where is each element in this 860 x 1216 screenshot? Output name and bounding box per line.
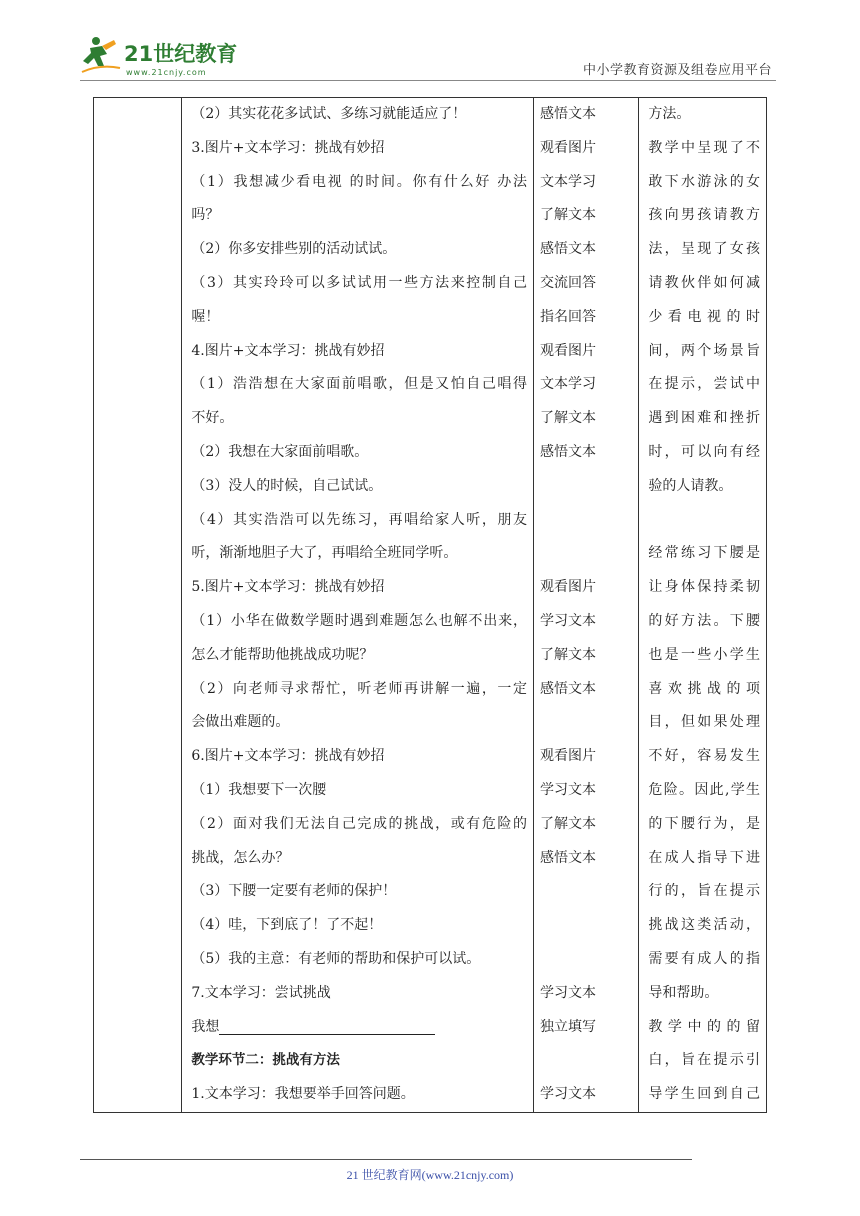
content-line: 5.图片+文本学习：挑战有妙招 — [191, 579, 385, 596]
activity-line: 了解文本 — [539, 207, 596, 224]
activity-line — [534, 943, 638, 977]
content-line: 怎么才能帮助他挑战成功呢？ — [191, 646, 374, 663]
activity-line: 学习文本 — [539, 1086, 596, 1103]
activity-line: 学习文本 — [539, 612, 596, 629]
footer-divider — [80, 1159, 692, 1160]
activity-line: 感悟文本 — [539, 106, 596, 122]
content-line: 7.文本学习：尝试挑战 — [191, 984, 331, 1001]
content-line: （4）其实浩浩可以先练习，再唱给家人听，朋友 — [191, 511, 527, 528]
content-line: 喔！ — [191, 308, 220, 325]
activity-line — [534, 875, 638, 909]
activity-line: 观看图片 — [539, 579, 596, 596]
svg-text:21世纪教育: 21世纪教育 — [124, 42, 238, 66]
activity-line: 感悟文本 — [539, 680, 596, 697]
intent-line: 教学中的的留 — [648, 1018, 760, 1035]
intent-line: 请教伙伴如何减 — [648, 274, 760, 291]
activity-line: 了解文本 — [539, 410, 596, 427]
activity-line: 文本学习 — [539, 376, 596, 393]
content-line: 3.图片+文本学习：挑战有妙招 — [191, 139, 385, 156]
intent-line: 危险。因此,学生 — [648, 781, 760, 798]
intent-line: 让身体保持柔韧 — [648, 579, 760, 596]
runner-icon — [82, 37, 120, 72]
intent-line: 需要有成人的指 — [648, 950, 760, 967]
design-intent-cell — [639, 98, 767, 1113]
activity-line: 感悟文本 — [539, 443, 596, 460]
activity-line: 独立填写 — [539, 1018, 596, 1035]
activity-line — [534, 1044, 638, 1078]
site-logo — [80, 34, 250, 80]
activity-line: 感悟文本 — [539, 849, 596, 866]
intent-line: 敢下水游泳的女 — [648, 173, 760, 190]
intent-line: 孩向男孩请教方 — [648, 207, 760, 224]
intent-line: 经常练习下腰是 — [648, 545, 760, 562]
intent-line: 喜欢挑战的项 — [648, 680, 760, 697]
platform-name: 中小学教育资源及组卷应用平台 — [582, 63, 772, 78]
activity-line: 学习文本 — [539, 781, 596, 798]
content-line: 会做出难题的。 — [191, 714, 290, 731]
teaching-content-cell — [182, 98, 534, 1113]
content-line: （2）我想在大家面前唱歌。 — [191, 443, 369, 460]
activity-line — [534, 504, 638, 538]
activity-line: 学习文本 — [539, 984, 596, 1001]
intent-line: 在成人指导下进 — [648, 849, 760, 866]
intent-line: 导和帮助。 — [648, 984, 719, 1001]
content-line: （4）哇，下到底了！了不起！ — [191, 917, 383, 934]
content-line: 1.文本学习：我想要举手回答问题。 — [191, 1086, 415, 1103]
content-line: （1）浩浩想在大家面前唱歌，但是又怕自己唱得 — [191, 376, 527, 393]
fill-in-blank[interactable] — [219, 1014, 435, 1035]
activity-line: 感悟文本 — [539, 241, 596, 258]
header-divider — [80, 80, 776, 81]
activity-line: 了解文本 — [539, 646, 596, 663]
content-line: 不好。 — [191, 410, 234, 427]
intent-line: 在提示，尝试中 — [648, 376, 760, 393]
activity-line: 了解文本 — [539, 815, 596, 832]
content-line: 听，渐渐地胆子大了，再唱给全班同学听。 — [191, 545, 458, 562]
content-line: （1）我想要下一次腰 — [191, 781, 327, 798]
section-heading: 教学环节二：挑战有方法 — [191, 1052, 340, 1069]
intent-line — [639, 504, 766, 538]
intent-line: 的下腰行为，是 — [648, 815, 760, 832]
activity-line — [534, 470, 638, 504]
intent-line: 挑战这类活动， — [648, 917, 760, 934]
content-line: 6.图片+文本学习：挑战有妙招 — [191, 748, 385, 765]
activity-line: 指名回答 — [539, 308, 596, 325]
content-line: 4.图片+文本学习：挑战有妙招 — [191, 342, 385, 359]
activity-line — [534, 909, 638, 943]
intent-line: 遇到困难和挫折 — [648, 410, 760, 427]
fill-in-prompt: 我想 — [191, 1018, 220, 1035]
content-line: （3）其实玲玲可以多试试用一些方法来控制自己 — [191, 274, 527, 291]
page-header — [0, 0, 860, 82]
content-line: （1）我想减少看电视 的时间。你有什么好 办法 — [191, 173, 527, 190]
intent-line: 导学生回到自己 — [648, 1086, 760, 1103]
student-activity-cell — [533, 98, 638, 1113]
intent-line: 目，但如果处理 — [648, 714, 760, 731]
content-line: （5）我的主意：有老师的帮助和保护可以试。 — [191, 950, 481, 967]
activity-line: 观看图片 — [539, 139, 596, 156]
activity-line: 文本学习 — [539, 173, 596, 190]
activity-line — [534, 537, 638, 571]
fill-in-line — [182, 1011, 533, 1045]
content-line: 挑战，怎么办？ — [191, 849, 290, 866]
intent-line: 不好，容易发生 — [648, 748, 760, 765]
intent-line: 少看电视的时 — [648, 308, 760, 325]
intent-line: 验的人请教。 — [648, 477, 733, 494]
section-cell — [94, 98, 182, 1113]
activity-line: 观看图片 — [539, 748, 596, 765]
activity-line: 观看图片 — [539, 342, 596, 359]
activity-line — [534, 706, 638, 740]
lesson-plan-table — [93, 97, 767, 1113]
content-line: （3）没人的时候，自己试试。 — [191, 477, 383, 494]
svg-text:www.21cnjy.com: www.21cnjy.com — [126, 68, 207, 77]
content-line: （2）向老师寻求帮忙，听老师再讲解一遍，一定 — [191, 680, 527, 697]
content-line: （2）面对我们无法自己完成的挑战，或有危险的 — [191, 815, 527, 832]
content-line: 吗？ — [191, 207, 220, 224]
intent-line: 方法。 — [648, 106, 691, 122]
intent-line: 的好方法。下腰 — [648, 612, 760, 629]
intent-line: 间，两个场景旨 — [648, 342, 760, 359]
content-line: （2）其实花花多试试、多练习就能适应了！ — [191, 106, 467, 122]
intent-line: 教学中呈现了不 — [648, 139, 760, 156]
intent-line: 时，可以向有经 — [648, 443, 760, 460]
intent-line: 也是一些小学生 — [648, 646, 760, 663]
intent-line: 行的，旨在提示 — [648, 883, 760, 900]
footer-link[interactable]: 21 世纪教育网(www.21cnjy.com) — [346, 1168, 514, 1182]
content-line: （3）下腰一定要有老师的保护！ — [191, 883, 397, 900]
intent-line: 白，旨在提示引 — [648, 1052, 760, 1069]
content-line: （2）你多安排些别的活动试试。 — [191, 241, 397, 258]
content-line: （1）小华在做数学题时遇到难题怎么也解不出来， — [191, 612, 527, 629]
activity-line: 交流回答 — [539, 274, 596, 291]
intent-line: 法，呈现了女孩 — [648, 241, 760, 258]
